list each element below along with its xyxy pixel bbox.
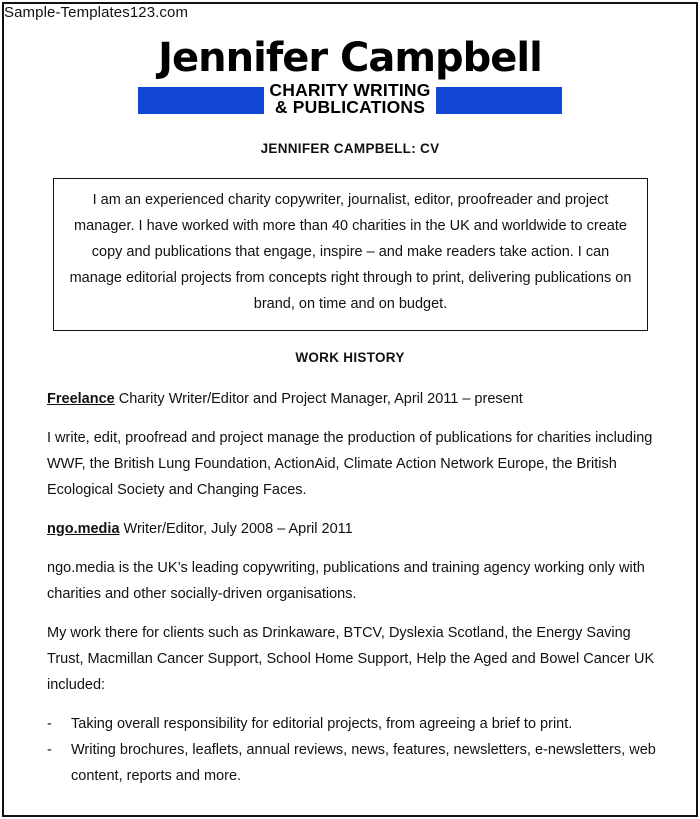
job-description [47, 555, 657, 607]
employer-name: Freelance [47, 391, 115, 407]
list-item [47, 711, 657, 737]
bullet-text: Taking overall responsibility for editorial projects, from agreeing a brief to print. [71, 716, 573, 732]
paragraph: My work there for clients such as Drinkaware, BTCV, Dyslexia Scotland, the Energy Saving Trust, Macmillan Cancer Support, School Home Support, Help the Aged and Bowel Cancer UK included: [47, 625, 655, 693]
candidate-name: Jennifer Campbell [158, 35, 542, 81]
banner-bar-right [436, 87, 562, 114]
paragraph: I write, edit, proofread and project manage the production of publications for charities including WWF, the British Lung Foundation, ActionAid, Climate Action Network Europe, the British Ecological Society and Changing Faces. [47, 430, 653, 498]
watermark: Sample-Templates123.com [4, 4, 189, 21]
job-role: Writer/Editor, July 2008 – April 2011 [119, 521, 353, 537]
job-title-line [47, 516, 657, 542]
list-item [47, 737, 657, 789]
job-description [47, 425, 657, 503]
paragraph: ngo.media is the UK’s leading copywriting, publications and training agency working only with charities and other socially-driven organisations. [47, 560, 645, 602]
job-role: Charity Writer/Editor and Project Manager, April 2011 – present [114, 391, 523, 407]
banner-subtitle [262, 82, 438, 116]
bullet-text: Writing brochures, leaflets, annual reviews, news, features, newsletters, e-newsletters, web content, reports and more. [71, 742, 656, 784]
job-title-line [47, 386, 657, 412]
bullet-marker: - [47, 742, 52, 758]
title-banner [138, 82, 562, 116]
job-description [47, 620, 657, 698]
subtitle-line-1: CHARITY WRITING [269, 80, 431, 100]
bullet-list [47, 711, 657, 789]
cv-heading: JENNIFER CAMPBELL: CV [260, 141, 440, 156]
subtitle-line-2: & PUBLICATIONS [274, 97, 426, 117]
banner-bar-left [138, 87, 264, 114]
work-history-heading: WORK HISTORY [295, 350, 405, 365]
employer-name: ngo.media [47, 521, 120, 537]
summary-text: I am an experienced charity copywriter, journalist, editor, proofreader and project manager. I have worked with more than 40 charities in the UK and worldwide to create copy and publications that engage, inspire – and make readers take action. I can manage editorial projects from concepts right through to print, delivering publications on brand, on time and on budget. [69, 192, 632, 312]
cv-header [0, 32, 700, 122]
summary-box [53, 178, 648, 331]
bullet-marker: - [47, 716, 52, 732]
